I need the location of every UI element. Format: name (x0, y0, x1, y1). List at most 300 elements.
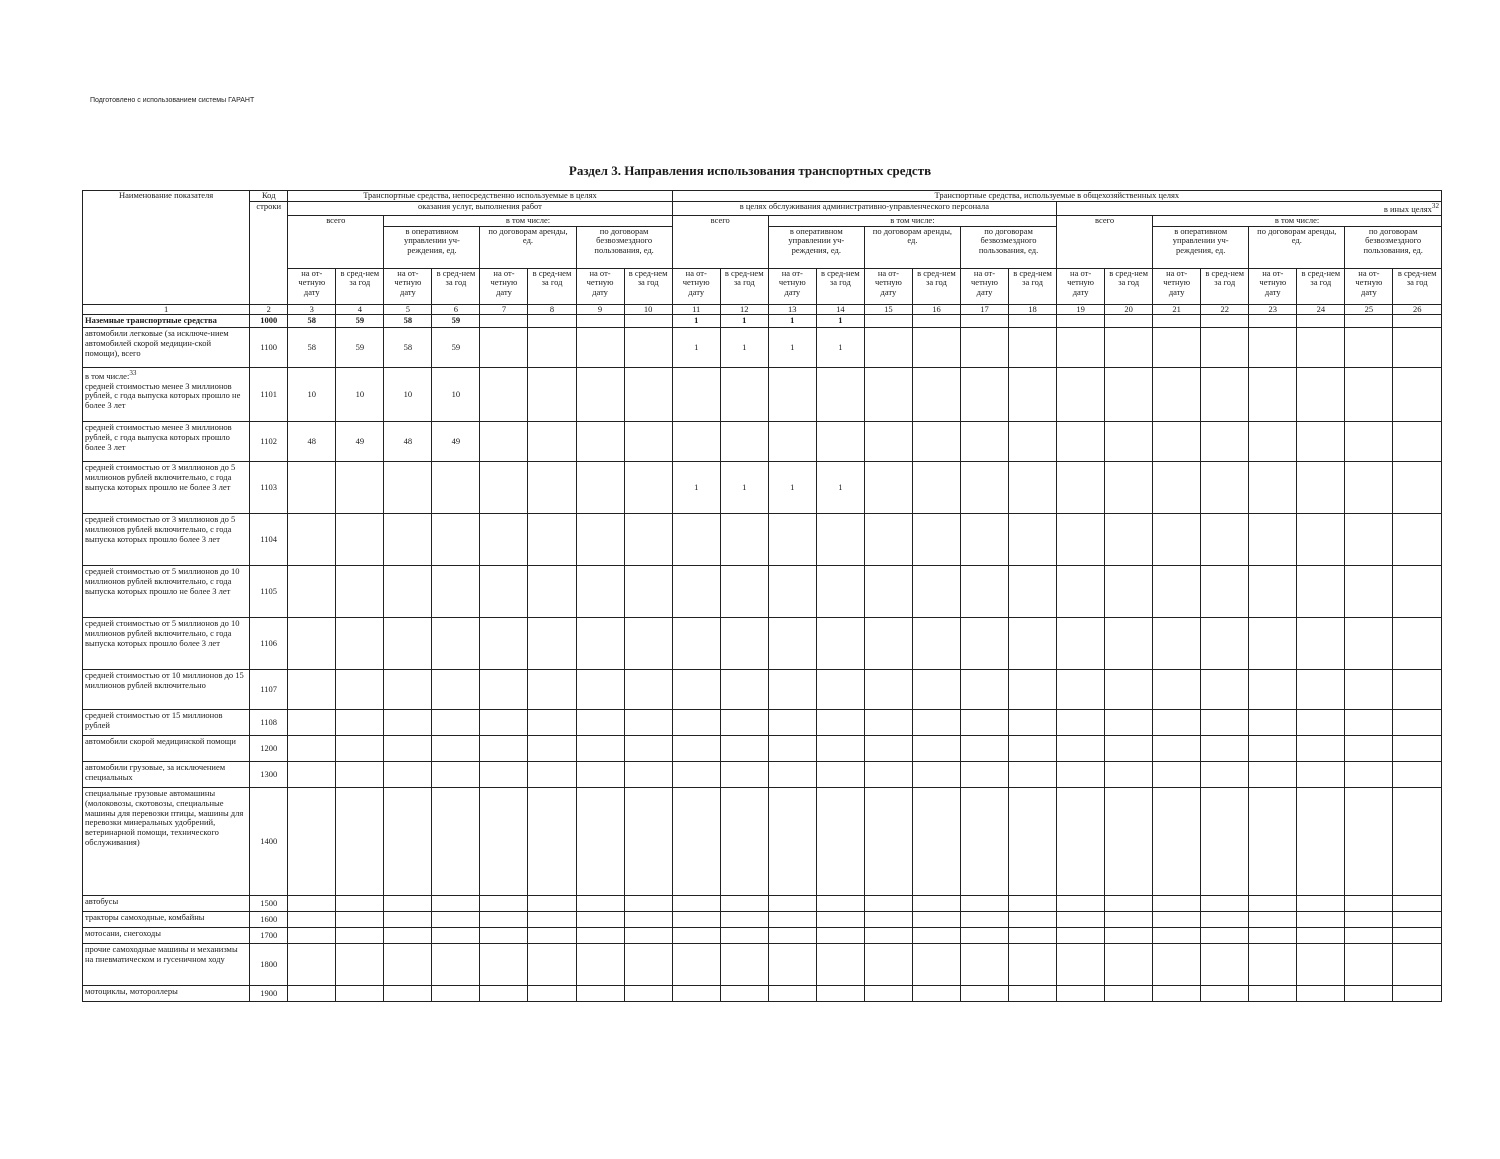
value-cell (1345, 670, 1393, 710)
column-number: 4 (336, 304, 384, 315)
column-number: 5 (384, 304, 432, 315)
value-cell (912, 944, 960, 986)
value-cell (960, 566, 1008, 618)
value-cell (768, 422, 816, 462)
value-cell (816, 368, 864, 422)
value-cell (960, 422, 1008, 462)
value-cell (288, 736, 336, 762)
value-cell (1153, 315, 1201, 328)
row-label: средней стоимостью от 3 миллионов до 5 миллионов рублей включительно, с года выпуска которых прошло не более 3 лет (83, 462, 250, 514)
avg-year-header: в сред-нем за год (1105, 268, 1153, 304)
value-cell (1153, 514, 1201, 566)
value-cell (624, 928, 672, 944)
value-cell (480, 928, 528, 944)
value-cell (1345, 788, 1393, 896)
value-cell: 49 (336, 422, 384, 462)
value-cell (912, 514, 960, 566)
value-cell (1345, 736, 1393, 762)
value-cell (1105, 670, 1153, 710)
value-cell (1393, 315, 1442, 328)
value-cell (1057, 762, 1105, 788)
on-date-header: на от-четную дату (576, 268, 624, 304)
value-cell (576, 315, 624, 328)
value-cell: 1 (672, 462, 720, 514)
value-cell (720, 788, 768, 896)
value-cell (384, 944, 432, 986)
value-cell (336, 514, 384, 566)
value-cell (1297, 896, 1345, 912)
value-cell (480, 788, 528, 896)
value-cell (1009, 422, 1057, 462)
value-cell: 10 (432, 368, 480, 422)
value-cell (1345, 328, 1393, 368)
row-code: 1400 (250, 788, 288, 896)
value-cell (432, 788, 480, 896)
value-cell (1009, 944, 1057, 986)
value-cell (864, 328, 912, 368)
value-cell: 1 (768, 462, 816, 514)
value-cell (1057, 315, 1105, 328)
value-cell (912, 788, 960, 896)
value-cell (672, 566, 720, 618)
column-number: 24 (1297, 304, 1345, 315)
value-cell (1057, 422, 1105, 462)
row-code: 1600 (250, 912, 288, 928)
value-cell (768, 566, 816, 618)
table-row (83, 670, 1442, 710)
value-cell (432, 912, 480, 928)
value-cell (1345, 896, 1393, 912)
b2-operative-header: в оперативном управлении уч-реждения, ед. (1153, 226, 1249, 268)
value-cell (1105, 986, 1153, 1002)
value-cell (1249, 912, 1297, 928)
section-title: Раздел 3. Направления использования транспортных средств (568, 163, 932, 178)
value-cell (864, 986, 912, 1002)
value-cell (480, 566, 528, 618)
value-cell (720, 944, 768, 986)
value-cell (1393, 710, 1442, 736)
value-cell (912, 462, 960, 514)
row-label: прочие самоходные машины и механизмы на пневматическом и гусеничном ходу (83, 944, 250, 986)
value-cell (816, 618, 864, 670)
value-cell (864, 762, 912, 788)
value-cell (1249, 944, 1297, 986)
table-row (83, 896, 1442, 912)
row-code: 1103 (250, 462, 288, 514)
value-cell (768, 912, 816, 928)
value-cell (1057, 928, 1105, 944)
value-cell (576, 896, 624, 912)
value-cell (336, 462, 384, 514)
value-cell (1153, 566, 1201, 618)
value-cell (1201, 315, 1249, 328)
value-cell (576, 912, 624, 928)
on-date-header: на от-четную дату (1057, 268, 1105, 304)
value-cell (1297, 986, 1345, 1002)
value-cell (1393, 986, 1442, 1002)
value-cell (624, 710, 672, 736)
value-cell (816, 710, 864, 736)
value-cell (1393, 670, 1442, 710)
value-cell (624, 566, 672, 618)
a-operative-header: в оперативном управлении уч-реждения, ед. (384, 226, 480, 268)
value-cell (1057, 368, 1105, 422)
value-cell (1009, 710, 1057, 736)
value-cell (528, 328, 576, 368)
value-cell (1009, 762, 1057, 788)
value-cell (672, 422, 720, 462)
value-cell (336, 928, 384, 944)
value-cell (912, 736, 960, 762)
value-cell: 1 (816, 328, 864, 368)
row-code: 1000 (250, 315, 288, 328)
value-cell (576, 944, 624, 986)
value-cell (480, 912, 528, 928)
value-cell: 1 (816, 462, 864, 514)
value-cell: 58 (384, 315, 432, 328)
value-cell (864, 514, 912, 566)
value-cell (384, 710, 432, 736)
value-cell (816, 944, 864, 986)
value-cell (1105, 514, 1153, 566)
value-cell: 58 (384, 328, 432, 368)
value-cell (912, 912, 960, 928)
value-cell (528, 736, 576, 762)
value-cell (960, 462, 1008, 514)
row-code: 1100 (250, 328, 288, 368)
value-cell (1393, 566, 1442, 618)
value-cell (1393, 368, 1442, 422)
value-cell (1345, 462, 1393, 514)
value-cell (720, 422, 768, 462)
on-date-header: на от-четную дату (288, 268, 336, 304)
value-cell (1297, 788, 1345, 896)
row-code: 1101 (250, 368, 288, 422)
value-cell (576, 788, 624, 896)
avg-year-header: в сред-нем за год (1393, 268, 1442, 304)
value-cell (1105, 422, 1153, 462)
value-cell (336, 710, 384, 736)
value-cell (720, 710, 768, 736)
value-cell (288, 710, 336, 736)
value-cell (384, 986, 432, 1002)
value-cell (528, 944, 576, 986)
value-cell (960, 670, 1008, 710)
value-cell (816, 566, 864, 618)
table-row (83, 368, 1442, 422)
value-cell (1105, 896, 1153, 912)
value-cell (1153, 762, 1201, 788)
a-free-use-header: по договорам безвозмездного пользования, ед. (576, 226, 672, 268)
on-date-header: на от-четную дату (960, 268, 1008, 304)
table-row (83, 944, 1442, 986)
value-cell (816, 896, 864, 912)
b2-free-use-header: по договорам безвозмездного пользования, ед. (1345, 226, 1442, 268)
value-cell (1393, 514, 1442, 566)
value-cell (1009, 928, 1057, 944)
b1-lease-header: по договорам аренды, ед. (864, 226, 960, 268)
value-cell (912, 618, 960, 670)
table-row (83, 736, 1442, 762)
value-cell (1297, 422, 1345, 462)
value-cell (1345, 315, 1393, 328)
on-date-header: на от-четную дату (1153, 268, 1201, 304)
value-cell (1201, 912, 1249, 928)
row-label-rest: средней стоимостью менее 3 миллионов рублей, с года выпуска которых прошло не более 3 лет (85, 380, 241, 411)
value-cell (672, 762, 720, 788)
value-cell (1105, 315, 1153, 328)
value-cell (1057, 710, 1105, 736)
value-cell (576, 928, 624, 944)
avg-year-header: в сред-нем за год (624, 268, 672, 304)
value-cell (1297, 315, 1345, 328)
value-cell (720, 514, 768, 566)
value-cell (336, 986, 384, 1002)
value-cell (384, 736, 432, 762)
value-cell (576, 618, 624, 670)
value-cell (624, 368, 672, 422)
row-code: 1500 (250, 896, 288, 912)
value-cell (912, 670, 960, 710)
value-cell (672, 912, 720, 928)
column-number: 26 (1393, 304, 1442, 315)
value-cell (960, 912, 1008, 928)
value-cell (528, 422, 576, 462)
value-cell (720, 736, 768, 762)
value-cell (768, 986, 816, 1002)
value-cell (816, 736, 864, 762)
b1-operative-header: в оперативном управлении уч-реждения, ед. (768, 226, 864, 268)
a-total-header: всего (288, 215, 384, 268)
row-code: 1900 (250, 986, 288, 1002)
table-row (83, 514, 1442, 566)
column-number: 1 (83, 304, 250, 315)
value-cell (1393, 912, 1442, 928)
avg-year-header: в сред-нем за год (432, 268, 480, 304)
value-cell (528, 788, 576, 896)
value-cell (1201, 896, 1249, 912)
column-number: 16 (912, 304, 960, 315)
value-cell (528, 618, 576, 670)
value-cell (864, 912, 912, 928)
value-cell (480, 670, 528, 710)
value-cell (480, 944, 528, 986)
column-number: 22 (1201, 304, 1249, 315)
b2-total-header: всего (1057, 215, 1153, 268)
value-cell (1009, 618, 1057, 670)
value-cell (576, 710, 624, 736)
value-cell (1297, 368, 1345, 422)
value-cell (384, 618, 432, 670)
value-cell: 59 (336, 328, 384, 368)
value-cell (1297, 328, 1345, 368)
value-cell (960, 736, 1008, 762)
value-cell (288, 912, 336, 928)
value-cell (1345, 514, 1393, 566)
value-cell (768, 788, 816, 896)
value-cell: 58 (288, 315, 336, 328)
b2-lease-header: по договорам аренды, ед. (1249, 226, 1345, 268)
row-code: 1102 (250, 422, 288, 462)
value-cell (288, 928, 336, 944)
value-cell (1201, 736, 1249, 762)
value-cell: 10 (288, 368, 336, 422)
row-code: 1107 (250, 670, 288, 710)
value-cell (624, 762, 672, 788)
avg-year-header: в сред-нем за год (720, 268, 768, 304)
avg-year-header: в сред-нем за год (1201, 268, 1249, 304)
value-cell (720, 368, 768, 422)
row-code: 1104 (250, 514, 288, 566)
on-date-header: на от-четную дату (1345, 268, 1393, 304)
value-cell (624, 670, 672, 710)
avg-year-header: в сред-нем за год (1009, 268, 1057, 304)
value-cell (720, 896, 768, 912)
value-cell (1153, 896, 1201, 912)
value-cell (1153, 788, 1201, 896)
row-label: тракторы самоходные, комбайны (83, 912, 250, 928)
value-cell (288, 944, 336, 986)
value-cell (768, 670, 816, 710)
value-cell (720, 670, 768, 710)
value-cell (768, 944, 816, 986)
on-date-header: на от-четную дату (1249, 268, 1297, 304)
value-cell (576, 670, 624, 710)
value-cell (1105, 762, 1153, 788)
a-including-header: в том числе: (384, 215, 672, 226)
value-cell (528, 762, 576, 788)
value-cell (528, 896, 576, 912)
value-cell (1249, 315, 1297, 328)
value-cell: 59 (432, 328, 480, 368)
value-cell (960, 944, 1008, 986)
column-number: 7 (480, 304, 528, 315)
column-number: 25 (1345, 304, 1393, 315)
value-cell (720, 762, 768, 788)
value-cell (1297, 944, 1345, 986)
value-cell (288, 462, 336, 514)
value-cell (432, 462, 480, 514)
value-cell (1009, 670, 1057, 710)
table-row (83, 788, 1442, 896)
name-column-header: Наименование показателя (83, 191, 250, 305)
value-cell (864, 944, 912, 986)
value-cell (1153, 986, 1201, 1002)
value-cell (288, 762, 336, 788)
value-cell: 1 (720, 315, 768, 328)
value-cell (768, 762, 816, 788)
value-cell: 1 (768, 315, 816, 328)
value-cell (1297, 710, 1345, 736)
value-cell (480, 618, 528, 670)
row-label: специальные грузовые автомашины (молоковозы, скотовозы, специальные машины для перевозки птицы, машины для перевозки минеральных удобрений, ветеринарной помощи, технического обслуживания) (83, 788, 250, 896)
group-a-header: Транспортные средства, непосредственно используемые в целях (288, 191, 672, 202)
value-cell (432, 618, 480, 670)
value-cell (576, 328, 624, 368)
row-label: мотоциклы, мотороллеры (83, 986, 250, 1002)
on-date-header: на от-четную дату (864, 268, 912, 304)
column-number: 19 (1057, 304, 1105, 315)
value-cell (864, 670, 912, 710)
row-label: автомобили скорой медицинской помощи (83, 736, 250, 762)
value-cell (1057, 896, 1105, 912)
value-cell: 1 (720, 328, 768, 368)
value-cell (1105, 328, 1153, 368)
value-cell (1009, 462, 1057, 514)
value-cell (432, 944, 480, 986)
table-row (83, 566, 1442, 618)
value-cell (1105, 912, 1153, 928)
value-cell (864, 736, 912, 762)
value-cell (1201, 422, 1249, 462)
value-cell (1009, 986, 1057, 1002)
value-cell (672, 670, 720, 710)
value-cell (960, 710, 1008, 736)
value-cell (1201, 670, 1249, 710)
value-cell (528, 986, 576, 1002)
avg-year-header: в сред-нем за год (528, 268, 576, 304)
value-cell (1345, 566, 1393, 618)
value-cell (1345, 762, 1393, 788)
value-cell (576, 566, 624, 618)
value-cell (288, 788, 336, 896)
value-cell (1345, 986, 1393, 1002)
b1-free-use-header: по договорам безвозмездного пользования, ед. (960, 226, 1056, 268)
value-cell (1249, 896, 1297, 912)
value-cell (384, 462, 432, 514)
value-cell (1153, 928, 1201, 944)
row-label: средней стоимостью менее 3 миллионов рублей, с года выпуска которых прошло более 3 лет (83, 422, 250, 462)
row-code: 1300 (250, 762, 288, 788)
value-cell (1105, 944, 1153, 986)
value-cell (864, 315, 912, 328)
value-cell (1153, 736, 1201, 762)
value-cell (1105, 788, 1153, 896)
value-cell (768, 710, 816, 736)
value-cell (960, 928, 1008, 944)
value-cell (720, 566, 768, 618)
value-cell (1201, 710, 1249, 736)
value-cell (1345, 944, 1393, 986)
value-cell: 1 (672, 328, 720, 368)
value-cell (672, 736, 720, 762)
value-cell (1105, 368, 1153, 422)
group-b-header: Транспортные средства, используемые в общехозяйственных целях (672, 191, 1441, 202)
value-cell (720, 912, 768, 928)
value-cell (960, 514, 1008, 566)
value-cell (432, 670, 480, 710)
row-label: средней стоимостью от 5 миллионов до 10 миллионов рублей включительно, с года выпуска которых прошло более 3 лет (83, 618, 250, 670)
value-cell (624, 514, 672, 566)
column-number: 21 (1153, 304, 1201, 315)
group-b2-header: в иных целях$^{32}$ (1057, 202, 1442, 216)
value-cell: 48 (288, 422, 336, 462)
value-cell (528, 462, 576, 514)
a-lease-header: по договорам аренды, ед. (480, 226, 576, 268)
value-cell (720, 618, 768, 670)
column-number: 12 (720, 304, 768, 315)
value-cell (1009, 736, 1057, 762)
value-cell (432, 928, 480, 944)
value-cell (528, 315, 576, 328)
value-cell (1009, 912, 1057, 928)
value-cell (384, 912, 432, 928)
value-cell (1297, 912, 1345, 928)
column-number: 17 (960, 304, 1008, 315)
avg-year-header: в сред-нем за год (912, 268, 960, 304)
value-cell (624, 328, 672, 368)
value-cell (912, 368, 960, 422)
